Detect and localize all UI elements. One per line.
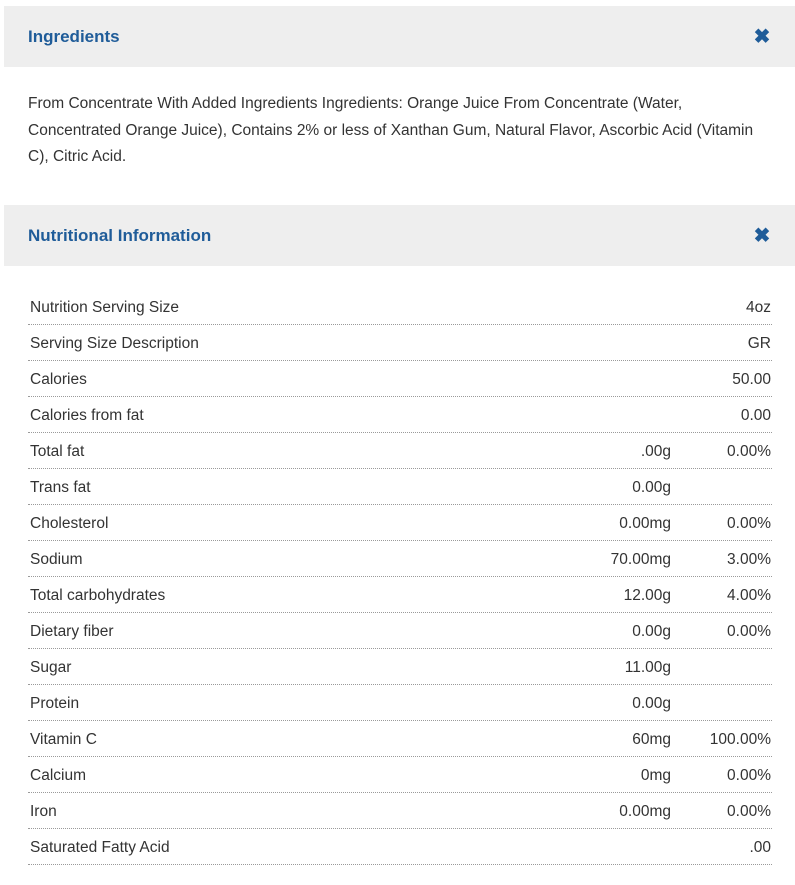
nutrient-name: Dietary fiber [30,623,114,640]
table-row [28,614,772,649]
table-row [28,542,772,577]
nutrient-value: 0.00% [727,767,771,784]
nutrient-name: Calories from fat [30,407,144,424]
nutrient-name: Calcium [30,767,86,784]
table-row [28,506,772,541]
nutrition-panel-header[interactable] [4,205,795,266]
table-row [28,794,772,829]
nutrient-name: Serving Size Description [30,335,199,352]
nutrient-amount: 0.00g [632,479,671,496]
nutrient-value: 3.00% [727,551,771,568]
nutrient-value: 100.00% [709,731,771,748]
nutrient-name: Sodium [30,551,83,568]
ingredients-panel-header[interactable] [4,6,795,67]
nutrient-value: 4oz [746,299,771,316]
table-row [28,398,772,433]
nutrient-name: Protein [30,695,80,712]
nutrient-amount: 0.00mg [619,803,671,820]
nutrient-name: Sugar [30,659,72,676]
nutrient-value: 0.00% [727,443,771,460]
nutrient-name: Trans fat [30,479,91,496]
nutrient-value: 50.00 [732,371,771,388]
table-row [28,758,772,793]
nutrient-value: 0.00 [740,407,771,424]
table-row [28,578,772,613]
nutrient-amount: 0.00g [632,695,671,712]
nutrient-name: Cholesterol [30,515,109,532]
nutrient-value: 0.00% [727,515,771,532]
table-row [28,830,772,865]
table-row [28,326,772,361]
nutrient-amount: 11.00g [624,659,671,676]
nutrient-name: Saturated Fatty Acid [30,839,170,856]
nutrient-name: Iron [30,803,57,820]
ingredients-title: Ingredients [28,26,120,46]
nutrient-name: Calories [30,371,87,388]
close-icon[interactable]: ✖ [753,25,771,48]
nutrient-amount: 70.00mg [610,551,671,568]
nutrient-value: .00 [749,839,771,856]
nutrient-value: 4.00% [727,587,771,604]
nutrient-value: GR [747,335,771,352]
nutrient-amount: 12.00g [623,587,671,604]
nutrient-name: Vitamin C [30,731,97,748]
table-row [28,686,772,721]
nutrient-name: Nutrition Serving Size [30,299,180,316]
table-row [28,650,772,685]
nutrient-amount: 0mg [640,767,671,784]
nutrition-table [28,290,772,865]
nutrient-amount: 0.00mg [619,515,671,532]
nutrient-name: Total carbohydrates [30,587,166,604]
table-row [28,434,772,469]
table-row [28,290,772,325]
table-row [28,470,772,505]
nutrient-amount: 0.00g [632,623,671,640]
nutrient-value: 0.00% [727,623,771,640]
nutrition-title: Nutritional Information [28,225,212,245]
nutrient-amount: .00g [640,443,671,460]
table-row [28,722,772,757]
table-row [28,362,772,397]
ingredients-text: From Concentrate With Added Ingredients Ingredients: Orange Juice From Concentrate (Water, Concentrated Orange Juice), Contains 2% or less of Xanthan Gum, Natural Flavor, Ascorbic Acid (Vitamin C), Citric Acid. [28,95,754,165]
close-icon[interactable]: ✖ [753,224,771,247]
nutrient-value: 0.00% [727,803,771,820]
nutrient-amount: 60mg [632,731,671,748]
nutrient-name: Total fat [30,443,85,460]
